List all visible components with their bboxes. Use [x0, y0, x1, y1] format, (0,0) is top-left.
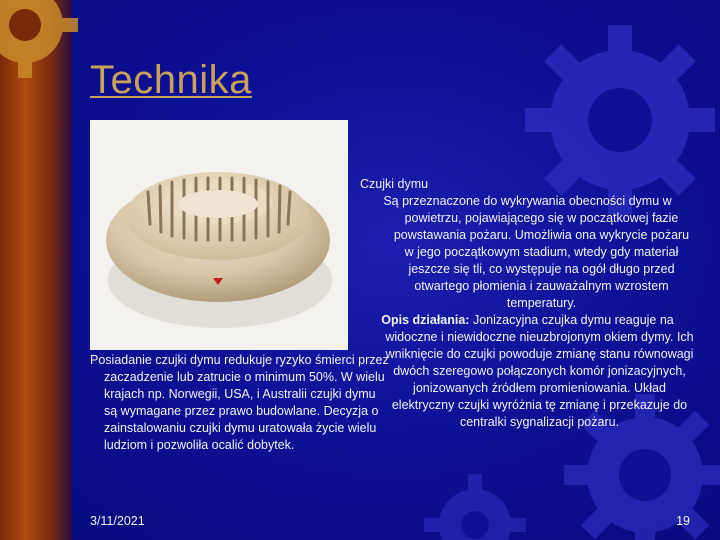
- page-number: 19: [676, 514, 690, 528]
- operation-label: Opis działania:: [381, 313, 470, 327]
- section-heading: Czujki dymu: [360, 177, 429, 191]
- gear-icon: [0, 0, 80, 80]
- caption-text: Posiadanie czujki dymu redukuje ryzyko śmierci przez zaczadzenie lub zatrucie o minimum 50%. W wielu krajach np. Norwegii, USA, i Australii czujki dymu są wymagane przez prawo budowlane. Decyzja o zainstalowaniu czujki dymu uratowała życie wielu ludziom i pozwoliła ocalić dobytek.: [90, 353, 389, 452]
- operation-text: Jonizacyjna czujka dymu reaguje na widoczne i niewidoczne nieuzbrojonym okiem dymy. Ich wniknięcie do czujki powoduje zmianę stanu równowagi dwóch szeregowo połączonych komór jonizacyjnych, jonizowanych źródłem promieniowania. Układ elektryczny czujki wyróżnia tę zmianę i przekazuje do centralki sygnalizacji pożaru.: [385, 313, 694, 429]
- smoke-detector-image: [90, 120, 348, 350]
- footer-date: 3/11/2021: [90, 514, 145, 528]
- operation-paragraph: [360, 312, 695, 431]
- description-text: Są przeznaczone do wykrywania obecności dymu w powietrzu, pojawiającego się w początkowej fazie powstawania pożaru. Umożliwia ona wykrycie pożaru w jego początkowym stadium, wtedy gdy materiał jeszcze się tli, co występuje na ogół długo przed otwartego płomienia i zauważalnym wzrostem temperatury.: [383, 194, 690, 310]
- slide-title: Technika: [90, 58, 252, 102]
- decorative-strip: [0, 0, 72, 540]
- gear-icon: [420, 470, 530, 540]
- description-block: [360, 176, 695, 431]
